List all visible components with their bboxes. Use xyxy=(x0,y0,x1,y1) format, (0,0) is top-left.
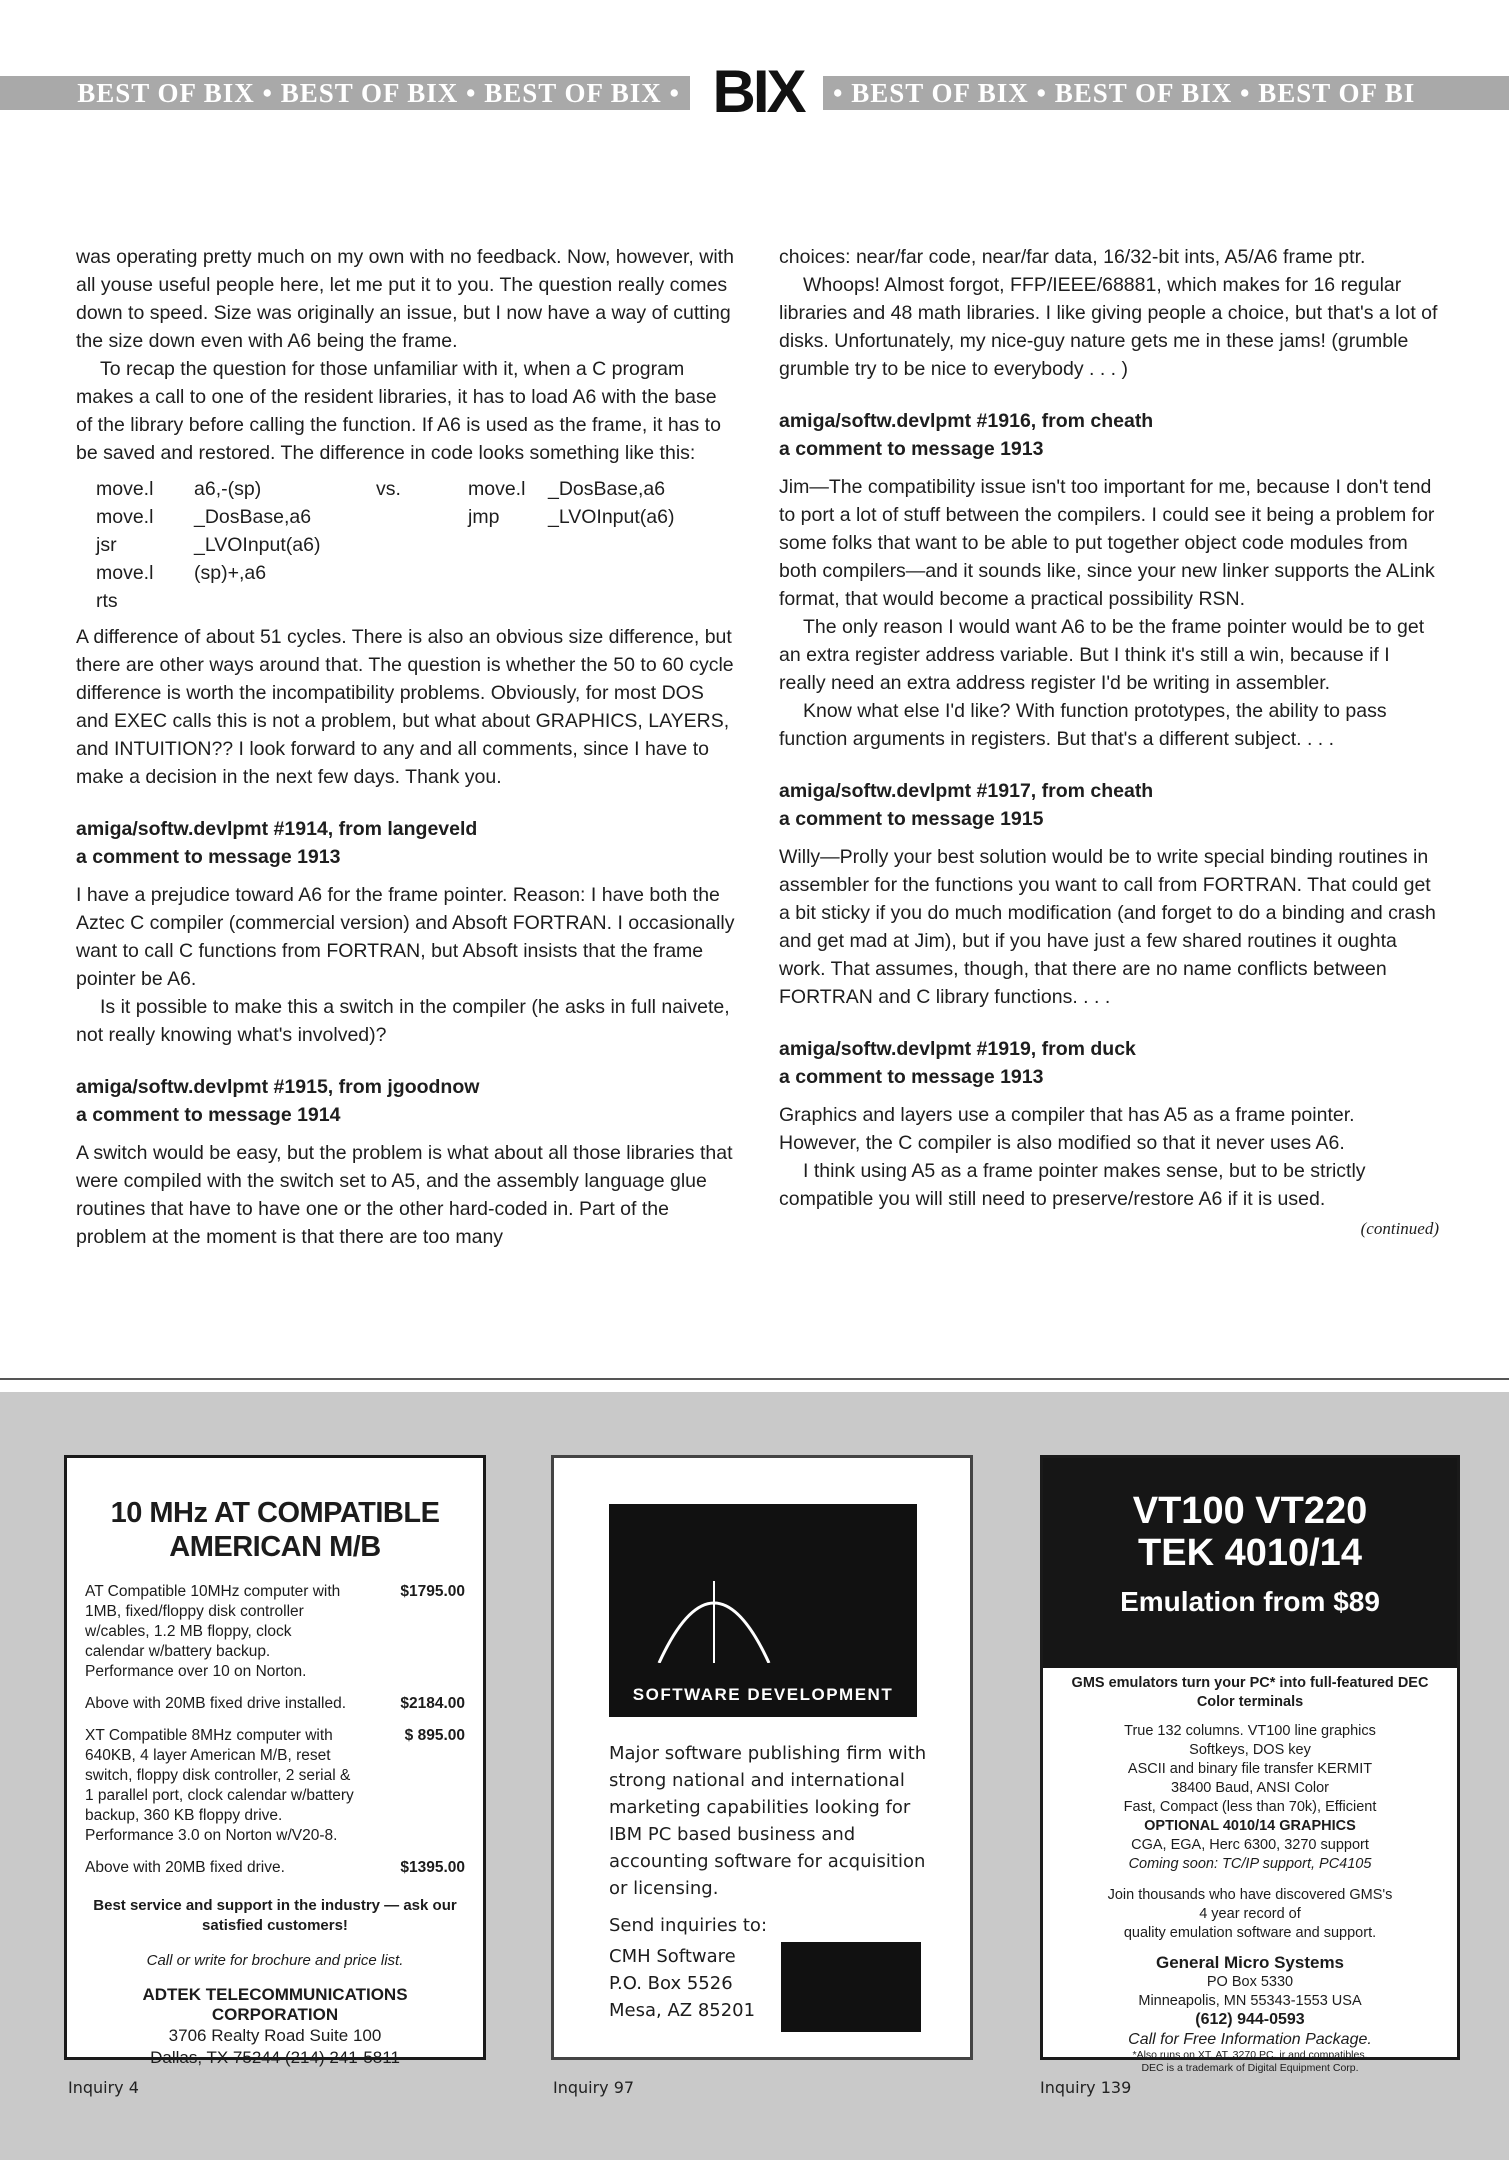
company-address: Minneapolis, MN 55343-1553 USA xyxy=(1138,1993,1362,2009)
code-vs: vs. xyxy=(376,478,401,500)
phone-number: (612) 944-0593 xyxy=(1195,2011,1305,2028)
arch-icon xyxy=(654,1553,774,1663)
ad-title: AMERICAN M/B xyxy=(169,1531,381,1563)
header-banner xyxy=(0,58,1509,125)
product-price: $1795.00 xyxy=(400,1583,465,1600)
call-to-action: Call for Free Information Package. xyxy=(1128,2031,1372,2048)
product-price: $1395.00 xyxy=(400,1859,465,1876)
message-source: amiga/softw.devlpmt #1916, from cheath xyxy=(779,410,1154,432)
code-arg: (sp)+,a6 xyxy=(194,562,267,584)
product-desc: XT Compatible 8MHz computer with 640KB, 4 layer American M/B, reset switch, floppy disk controller, 2 serial & 1 parallel port, clock calendar w/battery backup, 360 KB floppy drive. Performance 3.0 on Norton w/V20-8. xyxy=(85,1727,354,1844)
paragraph: Know what else I'd like? With function prototypes, the ability to pass function arguments in registers. But that's a different subject. . . . xyxy=(779,700,1387,750)
feature-list xyxy=(1043,1722,1457,1874)
code-arg: a6,-(sp) xyxy=(194,478,262,500)
ad-address xyxy=(609,1943,809,2024)
message-reply: a comment to message 1913 xyxy=(76,846,341,868)
bix-logo: BIX xyxy=(712,58,804,125)
address-line: Mesa, AZ 85201 xyxy=(609,2000,756,2021)
code-op: move.l xyxy=(468,478,526,500)
inquiry-label: Inquiry 4 xyxy=(68,2078,139,2097)
code-op: jmp xyxy=(468,506,500,528)
footnote: *Also runs on XT, AT, 3270 PC, jr and compatibles. xyxy=(1132,2049,1368,2061)
ad-banner: SOFTWARE DEVELOPMENT xyxy=(609,1673,917,1717)
product-desc: Above with 20MB fixed drive. xyxy=(85,1859,285,1876)
right-column xyxy=(779,243,1439,1243)
company-address: PO Box 5330 xyxy=(1206,1974,1294,1990)
product-price: $ 895.00 xyxy=(404,1727,465,1744)
ad-header xyxy=(1043,1458,1457,1668)
message-source: amiga/softw.devlpmt #1914, from langeveld xyxy=(76,818,478,840)
paragraph: I think using A5 as a frame pointer makes sense, but to be strictly compatible you will still need to preserve/restore A6 if it is used. xyxy=(779,1160,1366,1210)
paragraph: Jim—The compatibility issue isn't too important for me, because I don't tend to port a lot of stuff between the compilers. I could see it being a problem for some folks that want to be able to put together object code modules from both compilers—and it sounds like, since your new linker supports the ALink format, that would become a practical possibility RSN. xyxy=(779,476,1435,610)
code-arg: _LVOInput(a6) xyxy=(194,534,321,556)
address-line: CMH Software xyxy=(609,1946,736,1967)
product-desc: AT Compatible 10MHz computer with 1MB, fixed/floppy disk controller w/cables, 1.2 MB floppy, clock calendar w/battery backup. Performance over 10 on Norton. xyxy=(85,1583,341,1680)
paragraph: was operating pretty much on my own with no feedback. Now, however, with all youse useful people here, let me put it to you. The question really comes down to speed. Size was originally an issue, but I now have a way of cutting the size down even with A6 being the frame. xyxy=(76,246,734,352)
join-text xyxy=(1043,1886,1457,1943)
message-source: amiga/softw.devlpmt #1915, from jgoodnow xyxy=(76,1076,480,1098)
message-header xyxy=(779,777,1439,833)
ad-title: VT100 VT220 xyxy=(1132,1490,1368,1532)
banner-left-text: BEST OF BIX • BEST OF BIX • BEST OF BIX • xyxy=(77,78,680,108)
feature: OPTIONAL 4010/14 GRAPHICS xyxy=(1144,1818,1356,1834)
product-item xyxy=(85,1582,465,1682)
send-inquiries: Send inquiries to: xyxy=(609,1915,768,1936)
product-item xyxy=(85,1694,465,1714)
company-name: ADTEK TELECOMMUNICATIONS CORPORATION xyxy=(142,1985,408,2024)
banner-right-text: • BEST OF BIX • BEST OF BIX • BEST OF BI xyxy=(833,78,1416,108)
feature: True 132 columns. VT100 line graphics xyxy=(1124,1723,1376,1739)
code-arg: _LVOInput(a6) xyxy=(548,506,675,528)
message-reply: a comment to message 1914 xyxy=(76,1104,341,1126)
ad-body-text: Major software publishing firm with strong national and international marketing capabilities looking for IBM PC based business and accounting software for acquisition or licensing. xyxy=(609,1743,927,1899)
message-reply: a comment to message 1913 xyxy=(779,438,1044,460)
paragraph: Whoops! Almost forgot, FFP/IEEE/68881, which makes for 16 regular libraries and 48 math libraries. I like giving people a choice, but that's a lot of disks. Unfortunately, my nice-guy nature gets me in these jams! (grumble grumble try to be nice to everybody . . . ) xyxy=(779,274,1438,380)
service-slogan: Best service and support in the industry — ask our satisfied customers! xyxy=(93,1897,457,1934)
ad-subtitle: Emulation from $89 xyxy=(1120,1586,1380,1617)
message-header xyxy=(779,1035,1439,1091)
message-source: amiga/softw.devlpmt #1919, from duck xyxy=(779,1038,1136,1060)
continued-note: (continued) xyxy=(1360,1219,1439,1238)
feature: ASCII and binary file transfer KERMIT xyxy=(1127,1761,1373,1777)
ad-body xyxy=(609,1740,929,1939)
product-price: $2184.00 xyxy=(400,1695,465,1712)
inquiry-label: Inquiry 97 xyxy=(553,2078,635,2097)
code-op: jsr xyxy=(96,534,117,556)
address-line: P.O. Box 5526 xyxy=(609,1973,733,1994)
paragraph: I have a prejudice toward A6 for the frame pointer. Reason: I have both the Aztec C compiler (commercial version) and Absoft FORTRAN. I occasionally want to call C functions from FORTRAN, but Absoft insists that the frame pointer be A6. xyxy=(76,884,735,990)
message-source: amiga/softw.devlpmt #1917, from cheath xyxy=(779,780,1154,802)
ad-adtek[interactable] xyxy=(64,1455,486,2067)
inquiry-label: Inquiry 139 xyxy=(1040,2078,1132,2097)
paragraph: Willy—Prolly your best solution would be to write special binding routines in assembler for the functions you want to call from FORTRAN. That could get a bit sticky if you do much modification (and forget to do a binding and crash and get mad at Jim), but if you have just a few shared routines it oughta work. That assumes, though, that there are no name conflicts between FORTRAN and C library functions. . . . xyxy=(779,846,1436,1008)
join-line: quality emulation software and support. xyxy=(1123,1925,1377,1941)
feature: CGA, EGA, Herc 6300, 3270 support xyxy=(1131,1837,1369,1853)
ad-title: TEK 4010/14 xyxy=(1138,1532,1362,1574)
message-header xyxy=(76,1073,736,1129)
code-listing xyxy=(96,475,736,615)
code-arg: _DosBase,a6 xyxy=(548,478,666,500)
code-op: move.l xyxy=(96,506,154,528)
message-header xyxy=(76,815,736,871)
message-header xyxy=(779,407,1439,463)
code-arg: _DosBase,a6 xyxy=(194,506,312,528)
feature: Coming soon: TC/IP support, PC4105 xyxy=(1128,1856,1372,1872)
paragraph: The only reason I would want A6 to be the frame pointer would be to get an extra register address variable. But I think it's still a win, because if I really need an extra address register I'd be writing in assembler. xyxy=(779,616,1425,694)
paragraph: Graphics and layers use a compiler that has A5 as a frame pointer. However, the C compiler is also modified so that it never uses A6. xyxy=(779,1104,1355,1154)
divider xyxy=(0,1378,1509,1380)
company-address: 3706 Realty Road Suite 100 xyxy=(168,2026,382,2045)
brochure-note: Call or write for brochure and price list. xyxy=(146,1952,404,1969)
product-item xyxy=(85,1726,465,1846)
join-line: 4 year record of xyxy=(1199,1906,1301,1922)
company-address: Dallas, TX 75244 (214) 241-5811 xyxy=(150,2048,400,2067)
code-op: move.l xyxy=(96,478,154,500)
code-op: move.l xyxy=(96,562,154,584)
message-reply: a comment to message 1913 xyxy=(779,1066,1044,1088)
code-op: rts xyxy=(96,590,118,612)
paragraph: A switch would be easy, but the problem is what about all those libraries that were compiled with the switch set to A5, and the assembly language glue routines that have to have one or the other hard-coded in. Part of the problem at the moment is that there are too many xyxy=(76,1142,733,1248)
ad-cmh-software[interactable] xyxy=(551,1455,973,2060)
left-column xyxy=(76,243,736,1251)
banner-right xyxy=(823,76,1509,110)
feature: Fast, Compact (less than 70k), Efficient xyxy=(1123,1799,1377,1815)
ad-tagline: GMS emulators turn your PC* into full-featured DEC Color terminals xyxy=(1071,1675,1429,1710)
ad-gms[interactable] xyxy=(1040,1455,1460,2074)
feature: 38400 Baud, ANSI Color xyxy=(1171,1780,1329,1796)
message-reply: a comment to message 1915 xyxy=(779,808,1044,830)
product-item xyxy=(85,1858,465,1878)
paragraph: To recap the question for those unfamiliar with it, when a C program makes a call to one of the resident libraries, it has to load A6 with the base of the library before calling the function. If A6 is used as the frame, it has to be saved and restored. The difference in code looks something like this: xyxy=(76,358,721,464)
paragraph: choices: near/far code, near/far data, 16/32-bit ints, A5/A6 frame ptr. xyxy=(779,246,1366,268)
ad-title: 10 MHz AT COMPATIBLE xyxy=(110,1497,440,1529)
feature: Softkeys, DOS key xyxy=(1189,1742,1311,1758)
paragraph: Is it possible to make this a switch in the compiler (he asks in full naivete, not really knowing what's involved)? xyxy=(76,996,730,1046)
banner-left xyxy=(0,76,690,110)
paragraph: A difference of about 51 cycles. There is also an obvious size difference, but there are other ways around that. The question is whether the 50 to 60 cycle difference is worth the incompatibility problems. Obviously, for most DOS and EXEC calls this is not a problem, but what about GRAPHICS, LAYERS, and INTUITION?? I look forward to any and all comments, since I have to make a decision in the next few days. Thank you. xyxy=(76,626,734,788)
join-line: Join thousands who have discovered GMS's xyxy=(1107,1887,1393,1903)
product-desc: Above with 20MB fixed drive installed. xyxy=(85,1695,347,1712)
company-name: General Micro Systems xyxy=(1155,1953,1345,1972)
ad-graphic-block xyxy=(781,1942,921,2032)
footnote: DEC is a trademark of Digital Equipment Corp. xyxy=(1141,2062,1359,2074)
